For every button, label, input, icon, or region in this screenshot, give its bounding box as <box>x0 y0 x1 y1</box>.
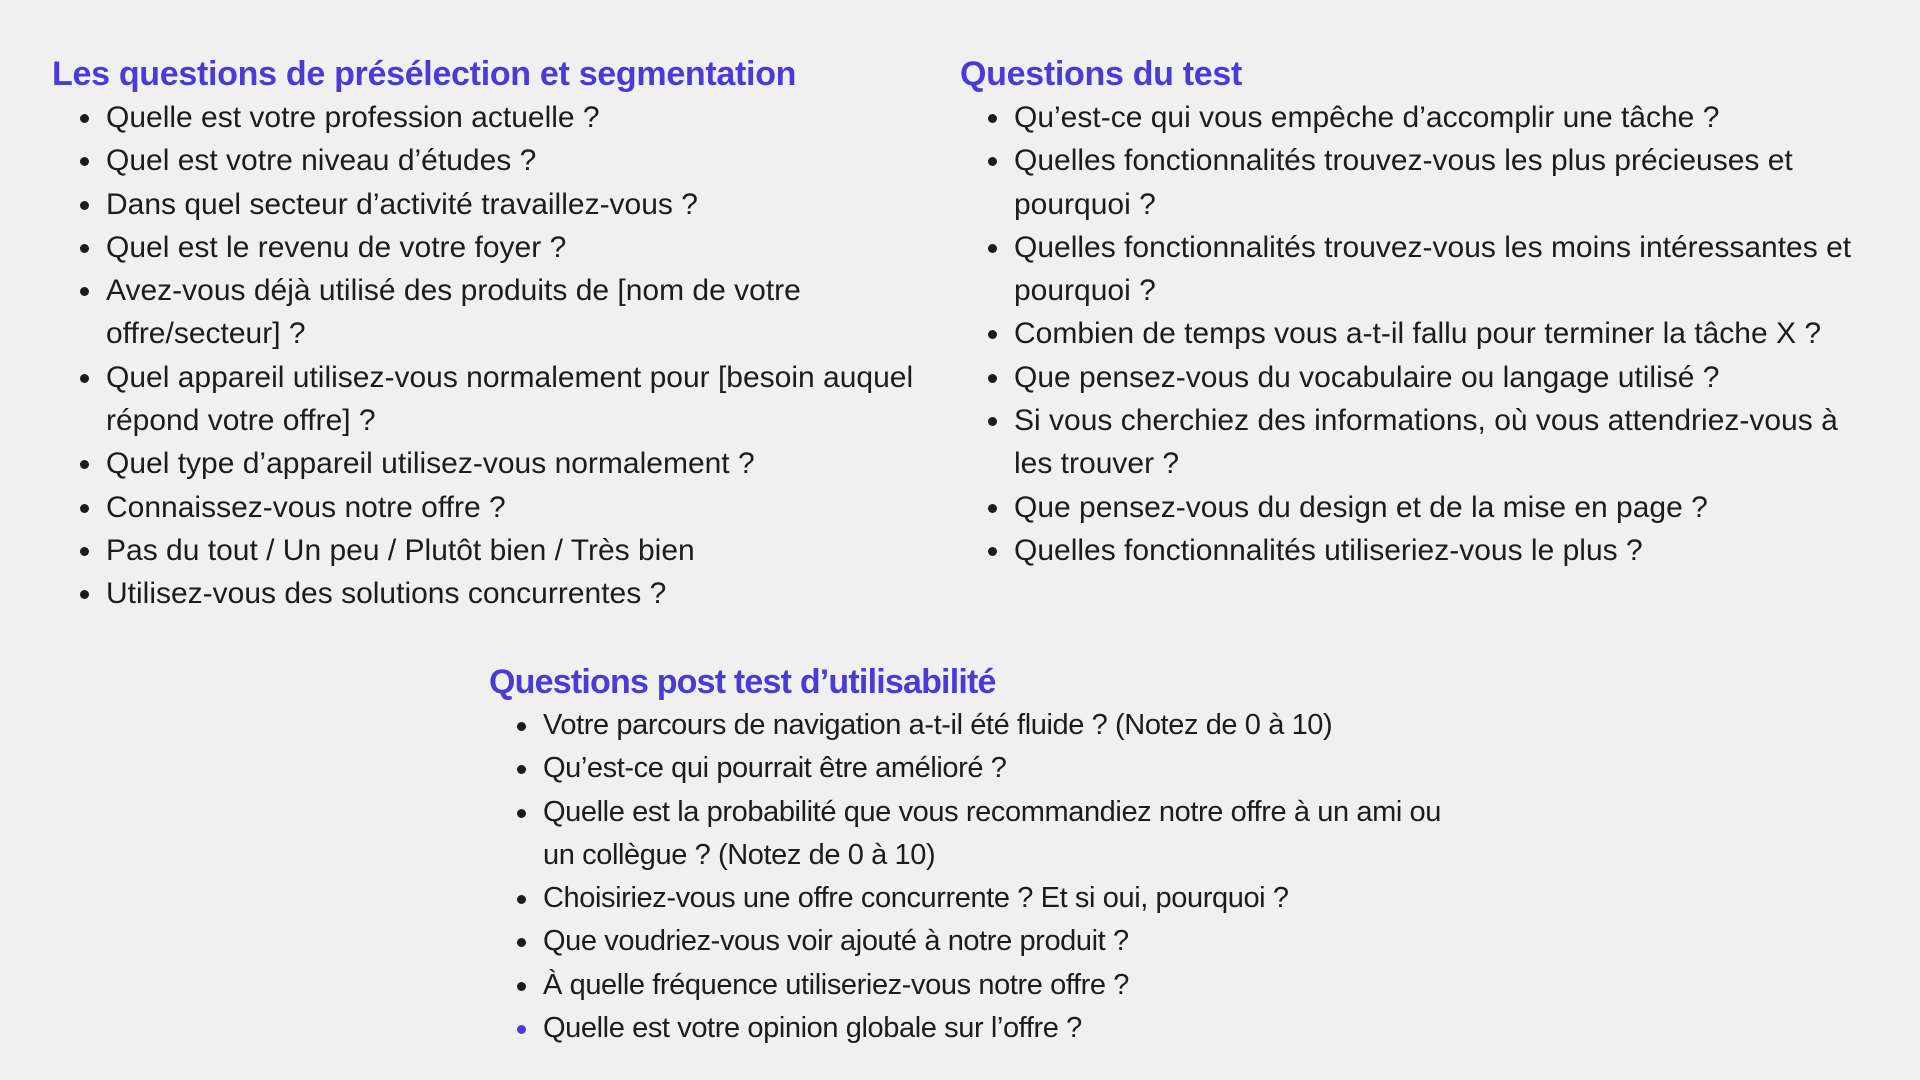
preselection-list <box>52 96 932 616</box>
list-item: Quelle est votre profession actuelle ? <box>106 96 932 139</box>
list-item: Quel est le revenu de votre foyer ? <box>106 226 932 269</box>
list-item: Dans quel secteur d’activité travaillez-vous ? <box>106 183 932 226</box>
list-item: Connaissez-vous notre offre ? <box>106 486 932 529</box>
list-item: Quel appareil utilisez-vous normalement pour [besoin auquel répond votre offre] ? <box>106 356 932 443</box>
list-item: Qu’est-ce qui pourrait être amélioré ? <box>543 747 1469 790</box>
list-item: Quel est votre niveau d’études ? <box>106 139 932 182</box>
post-test-section <box>489 660 1469 1050</box>
preselection-title: Les questions de présélection et segmentation <box>52 55 797 93</box>
test-questions-section <box>960 52 1870 572</box>
list-item: À quelle fréquence utiliseriez-vous notre offre ? <box>543 964 1469 1007</box>
test-questions-list <box>960 96 1870 572</box>
list-item: Que pensez-vous du vocabulaire ou langage utilisé ? <box>1014 356 1870 399</box>
list-item: Que voudriez-vous voir ajouté à notre produit ? <box>543 920 1469 963</box>
list-item: Quelles fonctionnalités utiliseriez-vous le plus ? <box>1014 529 1870 572</box>
list-item: Pas du tout / Un peu / Plutôt bien / Très bien <box>106 529 932 572</box>
list-item: Que pensez-vous du design et de la mise en page ? <box>1014 486 1870 529</box>
list-item: Votre parcours de navigation a-t-il été fluide ? (Notez de 0 à 10) <box>543 704 1469 747</box>
list-item: Quel type d’appareil utilisez-vous normalement ? <box>106 442 932 485</box>
list-item: Avez-vous déjà utilisé des produits de [nom de votre offre/secteur] ? <box>106 269 932 356</box>
list-item: Quelles fonctionnalités trouvez-vous les moins intéressantes et pourquoi ? <box>1014 226 1870 313</box>
list-item: Quelles fonctionnalités trouvez-vous les plus précieuses et pourquoi ? <box>1014 139 1870 226</box>
list-item: Quelle est la probabilité que vous recommandiez notre offre à un ami ou un collègue ? (Notez de 0 à 10) <box>543 791 1469 878</box>
preselection-section <box>52 52 932 616</box>
list-item: Quelle est votre opinion globale sur l’offre ? <box>543 1007 1469 1050</box>
test-questions-title: Questions du test <box>960 55 1243 93</box>
list-item: Choisiriez-vous une offre concurrente ? Et si oui, pourquoi ? <box>543 877 1469 920</box>
post-test-title: Questions post test d’utilisabilité <box>489 663 996 701</box>
list-item: Utilisez-vous des solutions concurrentes ? <box>106 572 932 615</box>
list-item: Si vous cherchiez des informations, où vous attendriez-vous à les trouver ? <box>1014 399 1870 486</box>
list-item: Qu’est-ce qui vous empêche d’accomplir une tâche ? <box>1014 96 1870 139</box>
post-test-list <box>489 704 1469 1050</box>
list-item: Combien de temps vous a-t-il fallu pour terminer la tâche X ? <box>1014 312 1870 355</box>
